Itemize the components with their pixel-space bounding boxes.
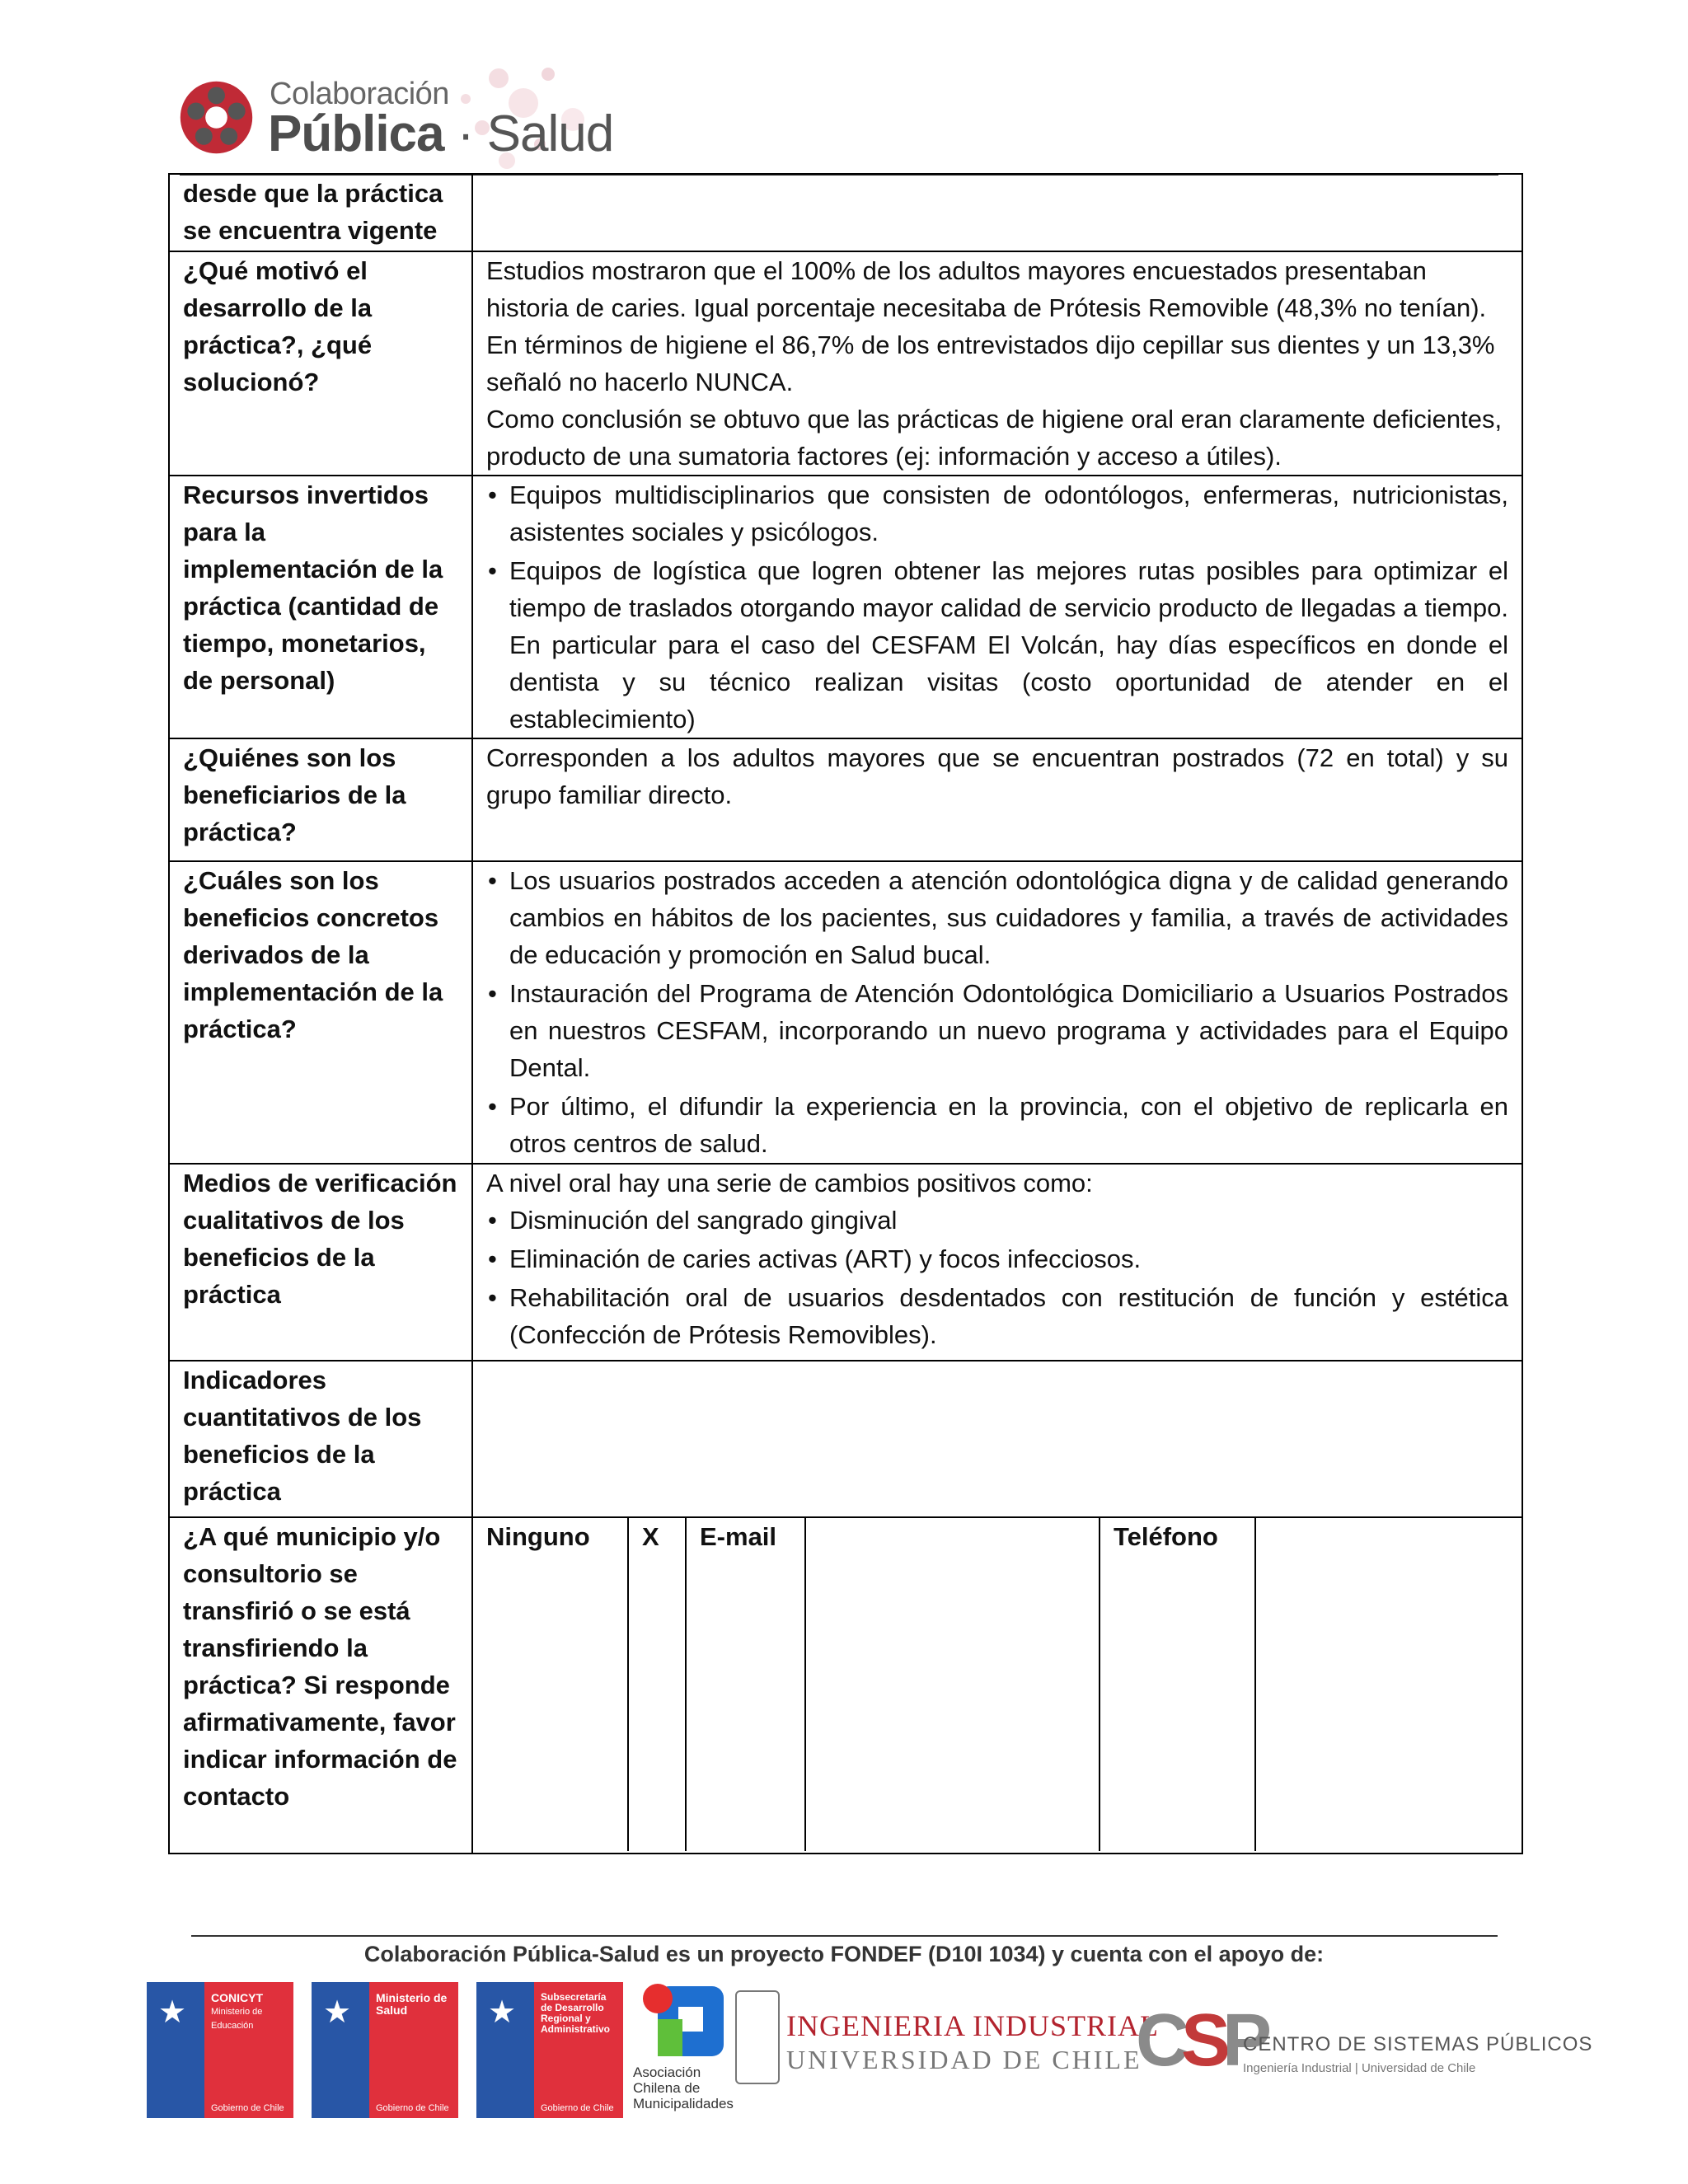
answer-paragraph: Estudios mostraron que el 100% de los adultos mayores encuestados presentaban historia de caries. Igual porcentaje necesitaba de Prótesis Removible (48,3% no tenían). En términos de higiene el 86,7% de los entrevistados dijo cepillar sus dientes y un 13,3% señaló no hacerlo NUNCA. [486, 256, 1495, 396]
question-cell: Medios de verificación cualitativos de los beneficios de la práctica [169, 1164, 472, 1361]
conicyt-logo [147, 1982, 293, 2118]
chile-star-icon: ★ [158, 1995, 187, 2030]
telefono-value [1255, 1518, 1522, 1851]
answer-cell [472, 476, 1522, 738]
achm-logo [633, 1982, 732, 2118]
practice-table [168, 173, 1523, 1854]
answer-cell: Corresponden a los adultos mayores que se encuentran postrados (72 en total) y su grupo familiar directo. [472, 738, 1522, 861]
answer-intro: A nivel oral hay una serie de cambios positivos como: [486, 1169, 1093, 1197]
list-item: • Equipos multidisciplinarios que consisten de odontólogos, enfermeras, nutricionistas, asistentes sociales y psicólogos. [486, 476, 1508, 551]
university-crest-icon [735, 1990, 780, 2084]
answer-cell [472, 1361, 1522, 1517]
question-cell: ¿Cuáles son los beneficios concretos derivados de la implementación de la práctica? [169, 861, 472, 1164]
achm-text: Asociación Chilena de Municipalidades [633, 2064, 734, 2111]
list-item: • Equipos de logística que logren obtener las mejores rutas posibles para optimizar el tiempo de traslados otorgando mayor calidad de servicio producto de llegadas a tiempo. En particular para el caso del CESFAM El Volcán, hay días específicos en donde el dentista y su técnico realizan visitas (costo oportunidad de atender en el establecimiento) [486, 552, 1508, 738]
logo-text-top: Colaboración [270, 77, 449, 111]
logo-mark-icon [177, 78, 256, 157]
telefono-label: Teléfono [1100, 1518, 1255, 1851]
list-item: • Eliminación de caries activas (ART) y focos infecciosos. [486, 1240, 1508, 1277]
list-item: • Disminución del sangrado gingival [486, 1202, 1508, 1239]
logo-text-main [268, 105, 613, 163]
logo-text-bold: Pública [268, 105, 444, 162]
chile-star-icon: ★ [323, 1995, 352, 2030]
contact-row [473, 1518, 1522, 1851]
conicyt-gob: Gobierno de Chile [211, 2103, 284, 2113]
universidad-text: UNIVERSIDAD DE CHILE [786, 2045, 1142, 2074]
answer-paragraph: Como conclusión se obtuvo que las prácticas de higiene oral eran claramente deficientes, producto de una sumatoria factores (ej: información y acceso a útiles). [486, 405, 1503, 471]
ninguno-mark: X [628, 1518, 686, 1851]
answer-cell [472, 251, 1522, 476]
list-item: • Por último, el difundir la experiencia en la provincia, con el objetivo de replicarla en otros centros de salud. [486, 1088, 1508, 1162]
minsal-title: Ministerio de Salud [376, 1991, 448, 2017]
contact-cell [472, 1517, 1522, 1854]
table-row [169, 1164, 1522, 1361]
table-row [169, 1361, 1522, 1517]
list-item: • Los usuarios postrados acceden a atención odontológica digna y de calidad generando cambios en hábitos de los pacientes, sus cuidadores y familia, a través de actividades de educación y promoción en Salud bucal. [486, 862, 1508, 973]
question-cell: Indicadores cuantitativos de los beneficios de la práctica [169, 1361, 472, 1517]
subdere-gob: Gobierno de Chile [541, 2103, 614, 2113]
footer-text: Colaboración Pública-Salud es un proyecto FONDEF (D10I 1034) y cuenta con el apoyo de: [363, 1942, 1325, 1966]
question-cell: ¿Quiénes son los beneficiarios de la práctica? [169, 738, 472, 861]
table-row [169, 174, 1522, 251]
minsal-gob: Gobierno de Chile [376, 2103, 449, 2113]
subdere-logo [476, 1982, 623, 2118]
achm-icon [641, 1982, 724, 2060]
bullet-list [486, 862, 1508, 1162]
contact-table [473, 1518, 1522, 1851]
csp-subtitle: Ingeniería Industrial | Universidad de Chile [1243, 2061, 1476, 2075]
csp-logo [1136, 1982, 1593, 2118]
ingenieria-text: INGENIERIA INDUSTRIAL [786, 2009, 1159, 2042]
answer-cell [472, 1164, 1522, 1361]
conicyt-sub: Ministerio de Educación [211, 2007, 263, 2031]
list-item: • Instauración del Programa de Atención Odontológica Domiciliario a Usuarios Postrados en nuestros CESFAM, incorporando un nuevo programa y actividades para el Equipo Dental. [486, 975, 1508, 1086]
table-row [169, 861, 1522, 1164]
logo-text-rest: · Salud [457, 105, 614, 162]
conicyt-title: CONICYT [211, 1991, 263, 2004]
email-value [805, 1518, 1100, 1851]
minsal-logo [312, 1982, 458, 2118]
csp-mark-icon: CSP [1136, 1999, 1264, 2082]
table-row [169, 1517, 1522, 1854]
bullet-list [486, 476, 1508, 738]
bullet-list [486, 1202, 1508, 1353]
question-cell: desde que la práctica se encuentra vigente [169, 174, 472, 251]
answer-cell [472, 174, 1522, 251]
question-cell: ¿A qué municipio y/o consultorio se transfirió o se está transfiriendo la práctica? Si responde afirmativamente, favor indicar información de contacto [169, 1517, 472, 1854]
ingenieria-industrial-logo [735, 1982, 1159, 2118]
list-item: • Rehabilitación oral de usuarios desdentados con restitución de función y estética (Confección de Prótesis Removibles). [486, 1279, 1508, 1353]
footer-rule [191, 1935, 1498, 1937]
question-cell: Recursos invertidos para la implementación de la práctica (cantidad de tiempo, monetarios, de personal) [169, 476, 472, 738]
table-row [169, 251, 1522, 476]
ninguno-label: Ninguno [473, 1518, 628, 1851]
email-label: E-mail [686, 1518, 805, 1851]
csp-title: CENTRO DE SISTEMAS PÚBLICOS [1243, 2033, 1593, 2055]
table-row [169, 738, 1522, 861]
subdere-title: Subsecretaría de Desarrollo Regional y Administrativo [541, 1991, 611, 2035]
header-logo [177, 54, 614, 177]
question-cell: ¿Qué motivó el desarrollo de la práctica?, ¿qué solucionó? [169, 251, 472, 476]
chile-star-icon: ★ [488, 1995, 517, 2030]
answer-cell [472, 861, 1522, 1164]
table-row [169, 476, 1522, 738]
